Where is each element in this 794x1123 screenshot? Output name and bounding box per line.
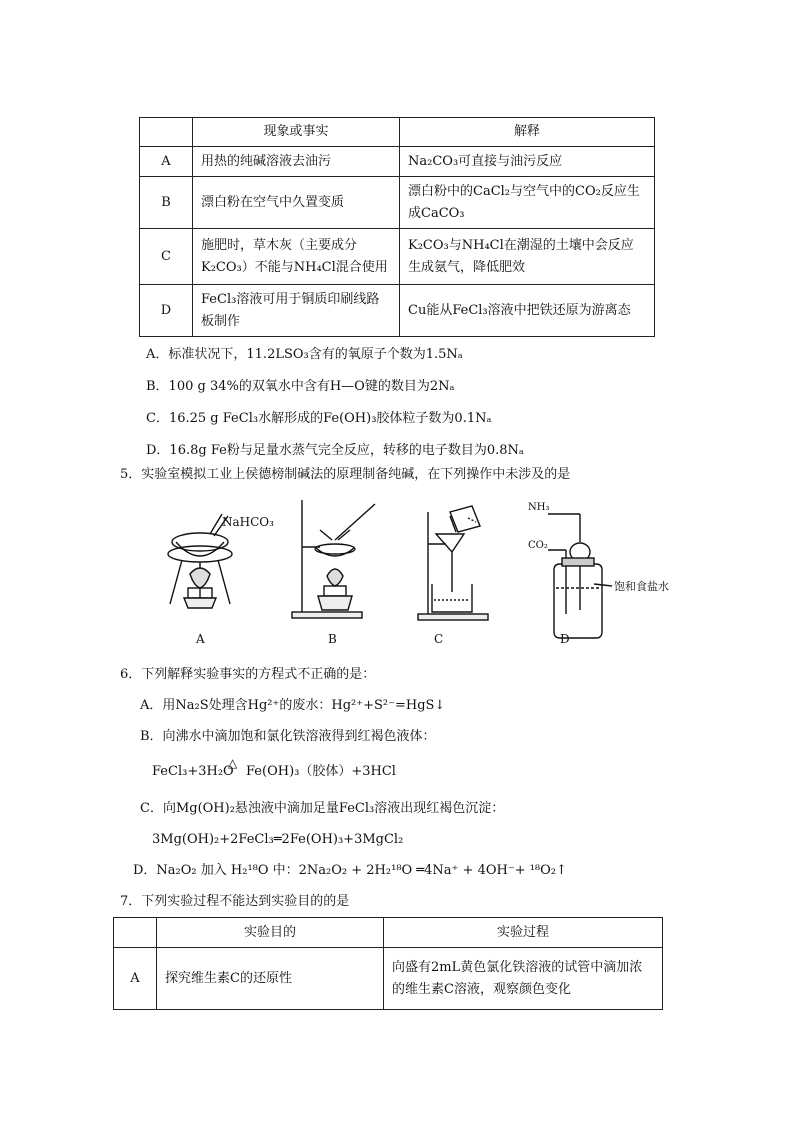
q4-option-c: C．16.25 g FeCl₃水解形成的Fe(OH)₃胶体粒子数为0.1Nₐ <box>146 411 492 426</box>
figure-label-c: C <box>434 632 444 646</box>
q4-option-d: D．16.8g Fe粉与足量水蒸气完全反应，转移的电子数目为0.8Nₐ <box>146 443 524 458</box>
q6-option-a: A．用Na₂S处理含Hg²⁺的废水：Hg²⁺+S²⁻=HgS↓ <box>140 698 446 713</box>
table-header-blank <box>140 118 193 147</box>
table-header-aim: 实验目的 <box>157 918 384 948</box>
figure-label-d: D <box>560 632 570 646</box>
row-fact: 施肥时，草木灰（主要成分K₂CO₃）不能与NH₄Cl混合使用 <box>193 229 400 285</box>
label-nh3: NH₃ <box>528 502 550 513</box>
q6-b-eq-cond: △ <box>228 756 238 770</box>
row-label: A <box>114 948 157 1010</box>
q6-option-c: C．向Mg(OH)₂悬浊液中滴加足量FeCl₃溶液出现红褐色沉淀： <box>140 801 505 816</box>
row-fact: FeCl₃溶液可用于铜质印刷线路板制作 <box>193 285 400 337</box>
q4-option-b: B．100 g 34%的双氧水中含有H—O键的数目为2Nₐ <box>146 379 455 394</box>
label-nahco3: NaHCO₃ <box>222 515 274 529</box>
q6-b-eq-left: FeCl₃+3H₂O <box>152 764 234 779</box>
row-explain: Cu能从FeCl₃溶液中把铁还原为游离态 <box>400 285 655 337</box>
table-q7 <box>113 917 663 1010</box>
q4-option-a: A．标准状况下，11.2LSO₃含有的氧原子个数为1.5Nₐ <box>146 347 463 362</box>
figure-label-a: A <box>196 632 205 646</box>
q6-b-eq-right: Fe(OH)₃（胶体）+3HCl <box>246 764 396 779</box>
table-row <box>140 229 655 285</box>
q6-option-d: D．Na₂O₂ 加入 H₂¹⁸O 中：2Na₂O₂ + 2H₂¹⁸O ═4Na⁺ + 4OH⁻+ ¹⁸O₂↑ <box>133 863 567 878</box>
table-row <box>140 285 655 337</box>
table-row <box>140 147 655 177</box>
apparatus-c-filtration <box>418 506 488 620</box>
row-aim: 探究维生素C的还原性 <box>157 948 384 1010</box>
row-fact: 用热的纯碱溶液去油污 <box>193 147 400 177</box>
table-row <box>114 948 663 1010</box>
apparatus-figure <box>150 492 670 652</box>
q7-stem: 7．下列实验过程不能达到实验目的的是 <box>120 894 350 909</box>
row-label: D <box>140 285 193 337</box>
row-label: C <box>140 229 193 285</box>
table-q3 <box>139 117 655 337</box>
table-header-fact: 现象或事实 <box>193 118 400 147</box>
table-header-process: 实验过程 <box>384 918 663 948</box>
row-explain: K₂CO₃与NH₄Cl在潮湿的土壤中会反应生成氨气，降低肥效 <box>400 229 655 285</box>
row-label: B <box>140 177 193 229</box>
q5-stem: 5．实验室模拟工业上侯德榜制碱法的原理制备纯碱，在下列操作中未涉及的是 <box>120 467 571 482</box>
q6-c-eq: 3Mg(OH)₂+2FeCl₃═2Fe(OH)₃+3MgCl₂ <box>152 832 404 847</box>
apparatus-d-gas-bottle <box>548 514 612 638</box>
figure-label-b: B <box>328 632 337 646</box>
label-co2: CO₂ <box>528 540 548 551</box>
row-process: 向盛有2mL黄色氯化铁溶液的试管中滴加浓的维生素C溶液，观察颜色变化 <box>384 948 663 1010</box>
row-explain: Na₂CO₃可直接与油污反应 <box>400 147 655 177</box>
table-header-blank <box>114 918 157 948</box>
label-brine: 饱和食盐水 <box>614 580 669 593</box>
apparatus-b-evaporation <box>292 500 375 618</box>
table-row <box>140 177 655 229</box>
row-fact: 漂白粉在空气中久置变质 <box>193 177 400 229</box>
q6-option-b: B．向沸水中滴加饱和氯化铁溶液得到红褐色液体： <box>140 729 436 744</box>
table-header-explain: 解释 <box>400 118 655 147</box>
row-explain: 漂白粉中的CaCl₂与空气中的CO₂反应生成CaCO₃ <box>400 177 655 229</box>
row-label: A <box>140 147 193 177</box>
q6-stem: 6．下列解释实验事实的方程式不正确的是： <box>120 667 376 682</box>
